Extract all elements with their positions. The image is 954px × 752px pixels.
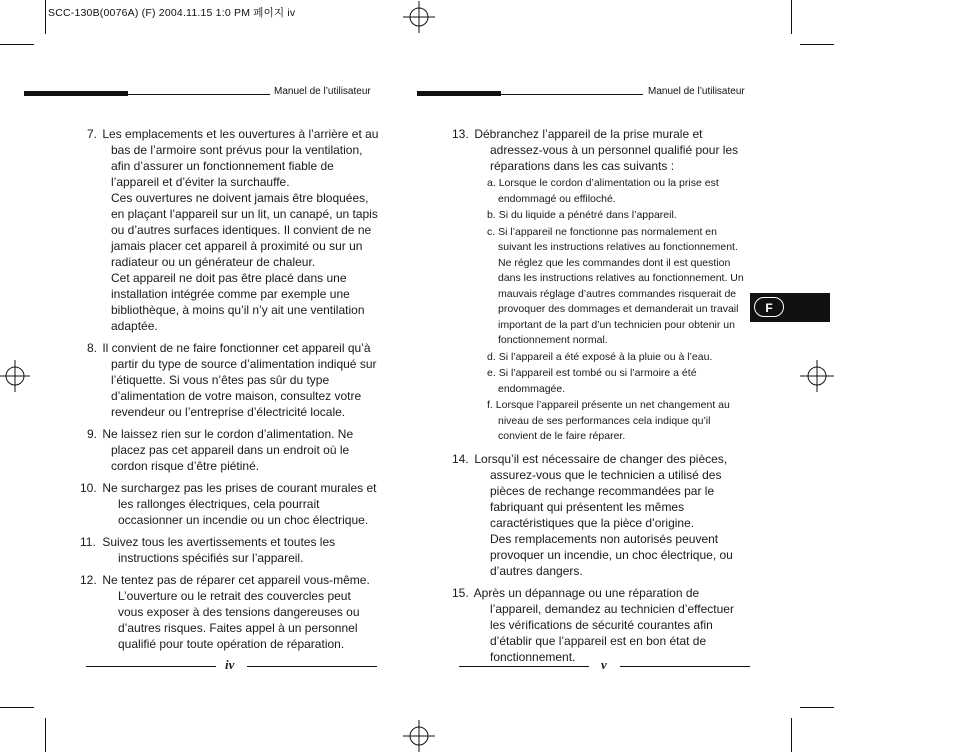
item-text: Après un dépannage ou une réparation de l’appareil, demandez au technicien d’effectuer les vérifications de sécurité courantes afin d’établir que l’appareil est en bon état de fonctionnement. <box>473 585 734 664</box>
footer-rule-right-b <box>620 666 750 667</box>
item-text: Il convient de ne faire fonctionner cet appareil qu’à partir du type de source d’alimentation indiqué sur l’étiquette. Si vous n’êtes pas sûr du type d’alimentation de votre maison, consultez votre revendeur ou l’entreprise d’électricité locale. <box>102 341 377 419</box>
item-text: Débranchez l’appareil de la prise murale et adressez-vous à un personnel qualifié pour les réparations dans les cas suivants : <box>474 127 739 173</box>
header-rule-thin <box>128 94 270 95</box>
crop-mark <box>45 718 46 752</box>
item-text: Ne surchargez pas les prises de courant murales et les rallonges électriques, cela pourrait occasionner un incendie ou un choc électrique. <box>102 481 377 527</box>
registration-mark-top <box>403 1 435 33</box>
item-text-extra: Des remplacements non autorisés peuvent provoquer un incendie, un choc électrique, ou d’autres dangers. <box>490 531 733 578</box>
crop-mark <box>0 707 34 708</box>
list-item-8: 8. Il convient de ne faire fonctionner cet appareil qu’à partir du type de source d’alimentation indiqué sur l’étiquette. Si vous n’êtes pas sûr du type d’alimentation de votre maison, consultez votre revendeur ou l’entreprise d’électricité locale. <box>87 341 377 419</box>
left-column <box>80 126 379 658</box>
sub-text: Lorsque l’appareil présente un net changement au niveau de ses performances cela indique qu’il convient de le faire réparer. <box>495 399 730 442</box>
registration-mark-right <box>800 360 834 392</box>
sub-text: Si l’appareil a été exposé à la pluie ou à l’eau. <box>498 350 713 363</box>
running-header-right: Manuel de l’utilisateur <box>648 86 745 97</box>
list-item-14: 14. Lorsqu’il est nécessaire de changer des pièces, assurez-vous que le technicien a utilisé des pièces de rechange recommandées par le fabriquant qui présentent les mêmes caractéristiques que la pièce d’origine. Des remplacements non autorisés peuvent provoquer un incendie, un choc électrique, ou d’autres dangers. <box>452 451 733 578</box>
header-rule-thick <box>24 91 128 96</box>
item-text: Ne laissez rien sur le cordon d’alimentation. Ne placez pas cet appareil dans un endroit où le cordon risque d’être piétiné. <box>102 427 354 473</box>
language-tab-label: F <box>754 297 784 317</box>
list-item-12: 12. Ne tentez pas de réparer cet appareil vous-même. L’ouverture ou le retrait des couvercles peut vous exposer à des tensions dangereuses ou d’autres risques. Faites appel à un personnel qualifié pour toute opération de réparation. <box>80 573 370 651</box>
item-text: Les emplacements et les ouvertures à l’arrière et au bas de l’armoire sont prévus pour la ventilation, afin d’assurer un fonctionnement fiable de l’appareil et d’éviter la surchauffe. <box>102 127 379 189</box>
language-tab <box>750 293 830 322</box>
sub-text: Lorsque le cordon d’alimentation ou la prise est endommagé ou effiloché. <box>498 177 719 205</box>
right-column <box>452 126 749 671</box>
registration-mark-bottom <box>403 720 435 752</box>
list-item-10: 10. Ne surchargez pas les prises de courant murales et les rallonges électriques, cela pourrait occasionner un incendie ou un choc électrique. <box>80 481 377 527</box>
sub-letter: e. <box>487 367 496 379</box>
sub-item-a <box>487 176 749 207</box>
list-item-7: 7. Les emplacements et les ouvertures à l’arrière et au bas de l’armoire sont prévus pour la ventilation, afin d’assurer un fonctionnement fiable de l’appareil et d’éviter la surchauffe. Ces ouvertures ne doivent jamais être bloquées, en plaçant l’appareil sur un lit, un canapé, un tapis ou d’autres surfaces identiques. Il convient de ne jamais placer cet appareil à proximité ou sur un radiateur ou un générateur de chaleur. Cet appareil ne doit pas être placé dans une installation intégrée comme par exemple une bibliothèque, à moins qu’il n’y ait une ventilation adaptée. <box>87 127 379 333</box>
crop-mark <box>800 44 834 45</box>
sub-text: Si l’appareil est tombé ou si l’armoire a été endommagée. <box>498 367 697 395</box>
item-text: Lorsqu’il est nécessaire de changer des pièces, assurez-vous que le technicien a utilisé des pièces de rechange recommandées par le fabriquant qui présentent les mêmes caractéristiques que la pièce d’origine. <box>474 451 728 530</box>
crop-mark <box>791 718 792 752</box>
sub-letter: b. <box>487 209 496 221</box>
footer-rule-right-a <box>459 666 589 667</box>
registration-mark-left <box>0 360 30 392</box>
crop-mark <box>0 44 34 45</box>
sub-letter: c. <box>487 225 496 238</box>
crop-mark <box>800 707 834 708</box>
item-text: Ne tentez pas de réparer cet appareil vous-même. L’ouverture ou le retrait des couvercles peut vous exposer à des tensions dangereuses ou d’autres risques. Faites appel à un personnel qualifié pour toute opération de réparation. <box>102 573 370 651</box>
sub-item-c <box>487 225 749 349</box>
sub-item-f <box>487 398 749 445</box>
item-text-extra: Cet appareil ne doit pas être placé dans une installation intégrée comme par exemple une bibliothèque, à moins qu’il n’y ait une ventilation adaptée. <box>111 271 365 333</box>
item-text: Suivez tous les avertissements et toutes les instructions spécifiés sur l’appareil. <box>102 535 336 565</box>
sub-item-b <box>487 208 749 224</box>
crop-mark <box>791 0 792 34</box>
sub-letter: f. <box>487 399 493 411</box>
footer-rule-left-a <box>86 666 216 667</box>
list-item-13: 13. Débranchez l’appareil de la prise murale et adressez-vous à un personnel qualifié pour les réparations dans les cas suivants : <box>452 127 739 173</box>
footer-rule-left-b <box>247 666 377 667</box>
header-rule-thick <box>417 91 501 96</box>
item-text-extra: Ces ouvertures ne doivent jamais être bloquées, en plaçant l’appareil sur un lit, un canapé, un tapis ou d’autres surfaces identiques. Il convient de ne jamais placer cet appareil à proximité ou sur un radiateur ou un générateur de chaleur. <box>111 191 378 269</box>
running-header-left: Manuel de l’utilisateur <box>274 86 371 97</box>
page-number-left: iv <box>225 657 235 672</box>
print-slug: SCC-130B(0076A) (F) 2004.11.15 1:0 PM 페이지 iv <box>48 7 296 19</box>
page-number-right: v <box>601 657 607 672</box>
sub-item-e <box>487 366 749 397</box>
crop-mark <box>45 0 46 34</box>
sub-text: Si l’appareil ne fonctionne pas normalement en suivant les instructions relatives au fonctionnement. Ne réglez que les commandes dont il est question dans les instructions relatives au fonctionnement. Un mauvais réglage d’autres commandes risquerait de provoquer des dommages et demanderait un travail important de la part d’un technicien pour obtenir un fonctionnement normal. <box>498 225 744 346</box>
header-rule-thin <box>501 94 643 95</box>
list-item-9: 9. Ne laissez rien sur le cordon d’alimentation. Ne placez pas cet appareil dans un endroit où le cordon risque d’être piétiné. <box>87 427 354 473</box>
list-item-11: 11. Suivez tous les avertissements et toutes les instructions spécifiés sur l’appareil. <box>80 535 336 565</box>
sub-letter: a. <box>487 177 496 189</box>
sub-text: Si du liquide a pénétré dans l’appareil. <box>498 209 677 221</box>
sub-item-d <box>487 350 749 366</box>
sub-letter: d. <box>487 350 496 363</box>
list-item-15: 15. Après un dépannage ou une réparation de l’appareil, demandez au technicien d’effectuer les vérifications de sécurité courantes afin d’établir que l’appareil est en bon état de fonctionnement. <box>452 585 734 664</box>
